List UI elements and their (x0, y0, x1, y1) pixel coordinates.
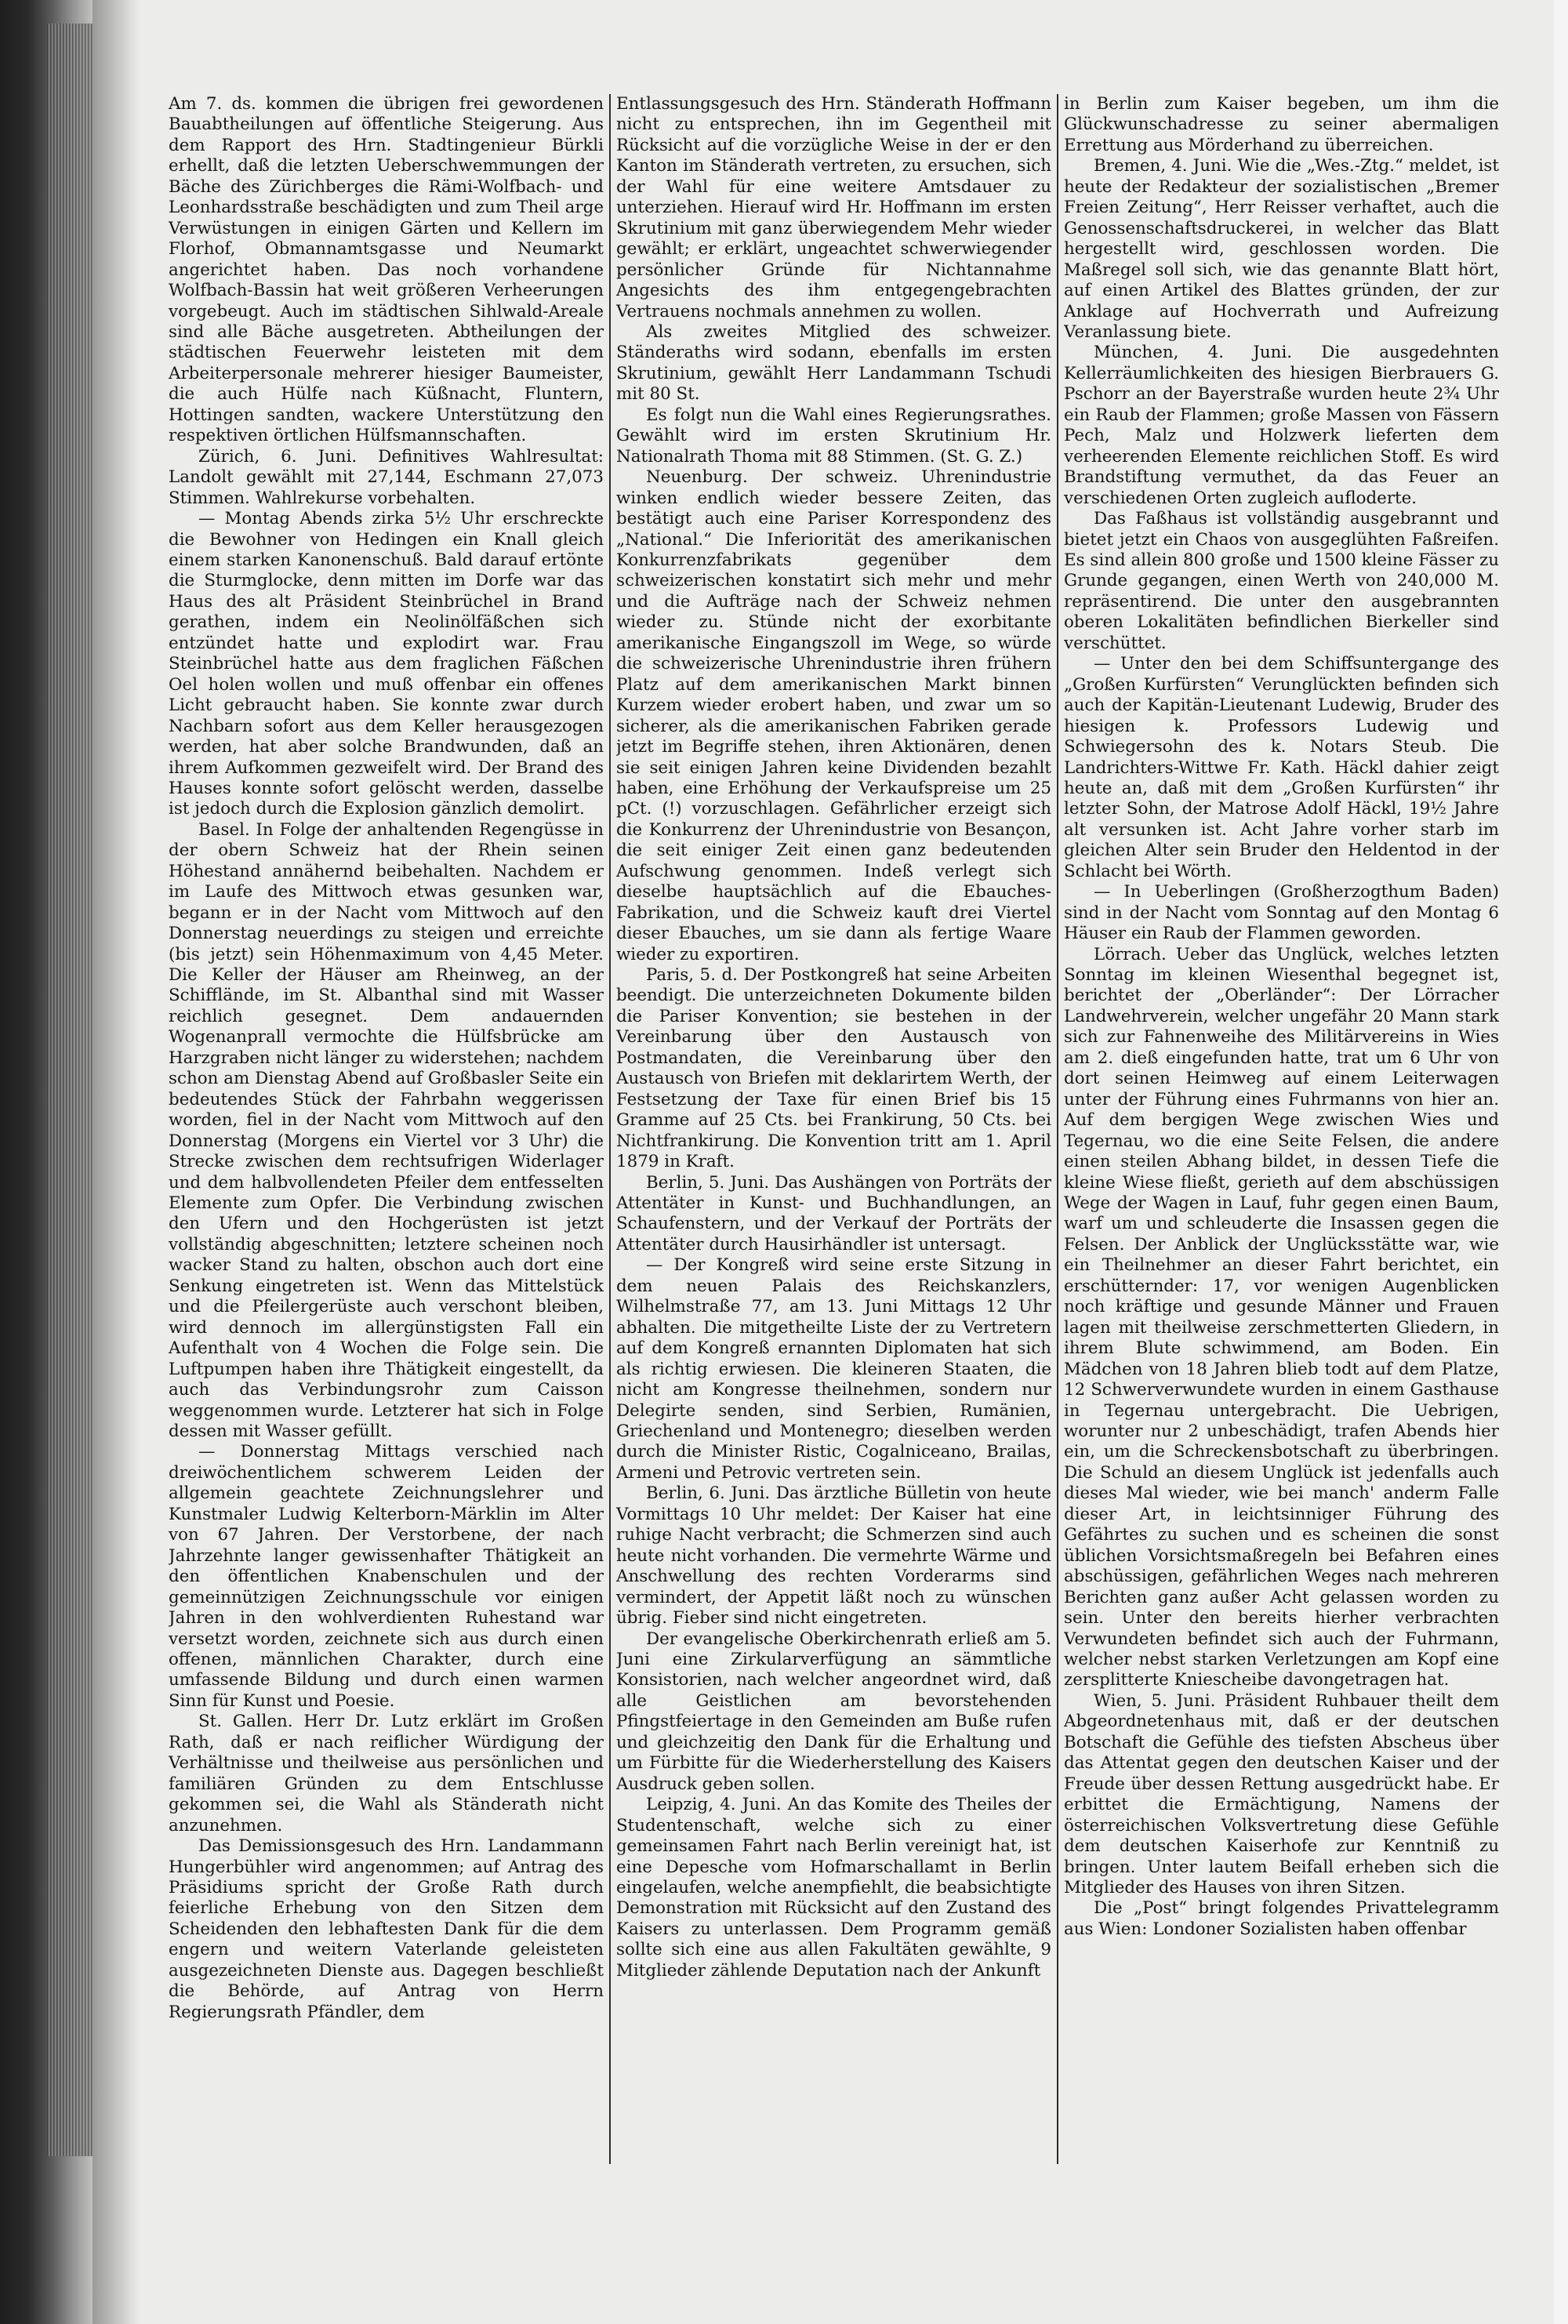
paragraph: Berlin, 5. Juni. Das Aushängen von Porträts der Attentäter in Kunst- und Buchhandlungen, an Schaufenstern, und der Verkauf der Porträts der Attentäter durch Hausirhändler ist untersagt. (616, 1172, 1051, 1255)
paragraph: Das Demissionsgesuch des Hrn. Landammann Hungerbühler wird angenommen; auf Antrag des Präsidiums spricht der Große Rath durch feierliche Erhebung von den Sitzen dem Scheidenden den lebhaftesten Dank für die dem engern und weitern Vaterlande geleisteten ausgezeichneten Dienste aus. Dagegen beschließt die Behörde, auf Antrag von Herrn Regierungsrath Pfändler, dem (169, 1836, 604, 2022)
column-middle (616, 94, 1051, 2164)
paragraph: — Montag Abends zirka 5½ Uhr erschreckte die Bewohner von Hedingen ein Knall gleich einem starken Kanonenschuß. Bald darauf ertönte die Sturmglocke, denn mitten im Dorfe war das Haus des alt Präsident Steinbrüchel in Brand gerathen, indem ein Neolinölfäßchen sich entzündet hatte und explodirt war. Frau Steinbrüchel hatte aus dem fraglichen Fäßchen Oel holen wollen und muß offenbar ein offenes Licht gebraucht haben. Sie konnte zwar durch Nachbarn sofort aus dem Keller herausgezogen werden, hat aber solche Brandwunden, daß an ihrem Aufkommen gezweifelt wird. Der Brand des Hauses konnte sofort gelöscht werden, dasselbe ist jedoch durch die Explosion gänzlich demolirt. (169, 509, 604, 819)
page-edges (47, 24, 94, 2156)
column-left (169, 94, 604, 2164)
paragraph: Wien, 5. Juni. Präsident Ruhbauer theilt dem Abgeordnetenhaus mit, daß er der deutschen Botschaft die Gefühle des tiefsten Abscheus über das Attentat gegen den deutschen Kaiser und der Freude über dessen Rettung ausgedrückt habe. Er erbittet die Ermächtigung, Namens der österreichischen Volksvertretung diese Gefühle dem deutschen Kaiserhofe zur Kenntniß zu bringen. Unter lautem Beifall erheben sich die Mitglieder des Hauses von ihren Sitzen. (1064, 1690, 1499, 1897)
paragraph: — Der Kongreß wird seine erste Sitzung in dem neuen Palais des Reichskanzlers, Wilhelmstraße 77, am 13. Juni Mittags 12 Uhr abhalten. Die mitgetheilte Liste der zu Vertretern auf dem Kongreß ernannten Diplomaten hat sich als richtig erwiesen. Die kleineren Staaten, die nicht am Kongresse theilnehmen, sondern nur Delegirte senden, sind Serbien, Rumänien, Griechenland und Montenegro; dieselben werden durch die Minister Ristic, Cogalniceano, Brailas, Armeni und Petrovic vertreten sein. (616, 1255, 1051, 1483)
paragraph: Entlassungsgesuch des Hrn. Ständerath Hoffmann nicht zu entsprechen, ihn im Gegentheil mit Rücksicht auf die vorzügliche Weise in der er den Kanton im Ständerath vertreten, zu ersuchen, sich der Wahl für eine weitere Amtsdauer zu unterziehen. Hierauf wird Hr. Hoffmann im ersten Skrutinium mit ganz überwiegendem Mehr wieder gewählt; er erklärt, ungeachtet schwerwiegender persönlicher Gründe für Nichtannahme Angesichts des ihm entgegengebrachten Vertrauens nochmals annehmen zu wollen. (616, 94, 1051, 321)
paragraph: Es folgt nun die Wahl eines Regierungsrathes. Gewählt wird im ersten Skrutinium Hr. Nationalrath Thoma mit 88 Stimmen. (St. G. Z.) (616, 405, 1051, 467)
paragraph: St. Gallen. Herr Dr. Lutz erklärt im Großen Rath, daß er nach reiflicher Würdigung der Verhältnisse und theilweise aus persönlichen und familiären Gründen zu dem Entschlusse gekommen sei, die Wahl als Ständerath nicht anzunehmen. (169, 1712, 604, 1836)
paragraph: Basel. In Folge der anhaltenden Regengüsse in der obern Schweiz hat der Rhein seinen Höhestand annähernd beibehalten. Nachdem er im Laufe des Mittwoch etwas gesunken war, begann er in der Nacht vom Mittwoch auf den Donnerstag neuerdings zu steigen und erreichte (bis jetzt) sein Höhenmaximum von 4,45 Meter. Die Keller der Häuser am Rheinweg, an der Schifflände, im St. Albanthal sind mit Wasser reichlich gesegnet. Dem andauernden Wogenanprall vermochte die Hülfsbrücke am Harzgraben nicht länger zu widerstehen; nachdem schon am Dienstag Abend auf Großbasler Seite ein bedeutendes Stück der Fahrbahn weggerissen worden, fiel in der Nacht vom Mittwoch auf den Donnerstag (Morgens ein Viertel vor 3 Uhr) die Strecke zwischen dem rechtsufrigen Widerlager und dem halbvollendeten Pfeiler dem entfesselten Elemente zum Opfer. Die Verbindung zwischen den Ufern und den Hochgerüsten ist jetzt vollständig abgeschnitten; letztere scheinen noch wacker Stand zu halten, obschon auch dort eine Senkung eingetreten ist. Wenn das Mittelstück und die Pfeilergerüste auch verschont bleiben, wird dennoch im allergünstigsten Fall ein Aufenthalt von 4 Wochen die Folge sein. Die Luftpumpen haben ihre Thätigkeit eingestellt, da auch das Verbindungsrohr zum Caisson weggenommen wurde. Letzterer hat sich in Folge dessen mit Wasser gefüllt. (169, 819, 604, 1441)
paragraph: Bremen, 4. Juni. Wie die „Wes.-Ztg.“ meldet, ist heute der Redakteur der sozialistischen „Bremer Freien Zeitung“, Herr Reisser verhaftet, auch die Genossenschaftsdruckerei, in welcher das Blatt hergestellt wird, geschlossen worden. Die Maßregel soll sich, wie das genannte Blatt hört, auf einen Artikel des Blattes gründen, der zur Anklage auf Hochverrath und Aufreizung Veranlassung biete. (1064, 156, 1499, 342)
paragraph: Lörrach. Ueber das Unglück, welches letzten Sonntag im kleinen Wiesenthal begegnet ist, berichtet der „Oberländer“: Der Lörracher Landwehrverein, welcher ungefähr 20 Mann stark sich zur Fahnenweihe des Militärvereins in Wies am 2. dieß eingefunden hatte, trat um 6 Uhr von dort seinen Heimweg auf einem Leiterwagen unter der Führung eines Fuhrmanns von hier an. Auf dem bergigen Wege zwischen Wies und Tegernau, wo die eine Seite Felsen, die andere einen steilen Abhang bildet, in dessen Tiefe die kleine Wiese fließt, gerieth auf dem abschüssigen Wege der Wagen in Lauf, fuhr gegen einen Baum, warf um und schleuderte die Insassen gegen die Felsen. Der Anblick der Unglücksstätte war, wie ein Theilnehmer an dieser Fahrt berichtet, ein erschütternder: 17, vor wenigen Augenblicken noch kräftige und gesunde Männer und Frauen lagen mit theilweise zerschmetterten Gliedern, in ihrem Blute schwimmend, am Boden. Ein Mädchen von 18 Jahren blieb todt auf dem Platze, 12 Schwerverwundete wurden in einem Gasthause in Tegernau untergebracht. Die Uebrigen, worunter nur 2 unbeschädigt, trafen Abends hier ein, um die Schreckensbotschaft zu überbringen. Die Schuld an diesem Unglück ist jedenfalls auch dieses Mal wieder, wie bei manch' anderm Falle dieser Art, in leichtsinniger Führung des Gefährtes zu suchen und es scheinen die sonst üblichen Vorsichtsmaßregeln bei Befahren eines abschüssigen, gefährlichen Weges nach mehreren Berichten ganz außer Acht gelassen worden zu sein. Unter den bereits hierher verbrachten Verwundeten befindet sich auch der Fuhrmann, welcher nebst starken Verletzungen am Kopf eine zersplitterte Kniescheibe davongetragen hat. (1064, 944, 1499, 1690)
gutter-shadow (93, 0, 140, 2324)
column-rule (609, 94, 611, 2164)
paragraph: Neuenburg. Der schweiz. Uhrenindustrie winken endlich wieder bessere Zeiten, das bestätigt auch eine Pariser Korrespondenz des „National.“ Die Inferiorität des amerikanischen Konkurrenzfabrikats gegenüber dem schweizerischen konstatirt sich mehr und mehr und die Aufträge nach der Schweiz nehmen wieder zu. Stünde nicht der exorbitante amerikanische Eingangszoll im Wege, so würde die schweizerische Uhrenindustrie ihren frühern Platz auf dem amerikanischen Markt binnen Kurzem wieder erobert haben, und zwar um so sicherer, als die amerikanischen Fabriken gerade jetzt im Begriffe stehen, ihren Aktionären, denen sie seit einigen Jahren keine Dividenden bezahlt haben, eine Erhöhung der Verkaufspreise um 25 pCt. (!) vorzuschlagen. Gefährlicher erzeigt sich die Konkurrenz der Uhrenindustrie von Besançon, die seit einiger Zeit einen ganz bedeutenden Aufschwung genommen. Indeß verlegt sich dieselbe hauptsächlich auf die Ebauches-Fabrikation, und die Schweiz kauft drei Viertel dieser Ebauches, um sie dann als fertige Waare wieder zu exportiren. (616, 467, 1051, 964)
paragraph: — Donnerstag Mittags verschied nach dreiwöchentlichem schwerem Leiden der allgemein geachtete Zeichnungslehrer und Kunstmaler Ludwig Kelterborn-Märklin im Alter von 67 Jahren. Der Verstorbene, der nach Jahrzehnte langer gewissenhafter Thätigkeit an den öffentlichen Knabenschulen und der gemeinnützigen Zeichnungsschule vor einigen Jahren in den wohlverdienten Ruhestand war versetzt worden, zeichnete sich aus durch einen offenen, männlichen Charakter, durch eine umfassende Bildung und durch einen warmen Sinn für Kunst und Poesie. (169, 1442, 604, 1711)
article-columns (169, 94, 1499, 2164)
paragraph: Berlin, 6. Juni. Das ärztliche Bülletin von heute Vormittags 10 Uhr meldet: Der Kaiser hat eine ruhige Nacht verbracht; die Schmerzen sind auch heute nicht vorhanden. Die vermehrte Wärme und Anschwellung des rechten Vorderarms sind vermindert, der Appetit läßt noch zu wünschen übrig. Fieber sind nicht eingetreten. (616, 1483, 1051, 1629)
page-right-edge (1554, 0, 1568, 2324)
paragraph: Die „Post“ bringt folgendes Privattelegramm aus Wien: Londoner Sozialisten haben offenbar (1064, 1898, 1499, 1939)
column-rule (1057, 94, 1058, 2164)
paragraph: in Berlin zum Kaiser begeben, um ihm die Glückwunschadresse zu seiner abermaligen Errettung aus Mörderhand zu überreichen. (1064, 94, 1499, 155)
paragraph: — Unter den bei dem Schiffsuntergange des „Großen Kurfürsten“ Verunglückten befinden sich auch der Kapitän-Lieutenant Ludewig, Bruder des hiesigen k. Professors Ludewig und Schwiegersohn des k. Notars Steub. Die Landrichters-Wittwe Fr. Kath. Häckl dahier zeigt heute an, daß mit dem „Großen Kurfürsten“ ihr letzter Sohn, der Matrose Adolf Häckl, 19½ Jahre alt versunken ist. Acht Jahre vorher starb im gleichen Alter sein Bruder den Heldentod in der Schlacht bei Wörth. (1064, 654, 1499, 881)
paragraph: Paris, 5. d. Der Postkongreß hat seine Arbeiten beendigt. Die unterzeichneten Dokumente bilden die Pariser Konvention; sie bestehen in der Vereinbarung über den Austausch von Postmandaten, die Vereinbarung über den Austausch von Briefen mit deklarirtem Werth, der Festsetzung der Taxe für einen Brief bis 15 Gramme auf 25 Cts. bei Frankirung, 50 Cts. bei Nichtfrankirung. Die Konvention tritt am 1. April 1879 in Kraft. (616, 965, 1051, 1172)
paragraph: — In Ueberlingen (Großherzogthum Baden) sind in der Nacht vom Sonntag auf den Montag 6 Häuser ein Raub der Flammen geworden. (1064, 882, 1499, 944)
paragraph: Leipzig, 4. Juni. An das Komite des Theiles der Studentenschaft, welche sich zu einer gemeinsamen Fahrt nach Berlin vereinigt hat, ist eine Depesche vom Hofmarschallamt in Berlin eingelaufen, welche anempfiehlt, die beabsichtigte Demonstration mit Rücksicht auf den Zustand des Kaisers zu unterlassen. Dem Programm gemäß sollte sich eine aus allen Fakultäten gewählte, 9 Mitglieder zählende Deputation nach der Ankunft (616, 1795, 1051, 1981)
paragraph: Das Faßhaus ist vollständig ausgebrannt und bietet jetzt ein Chaos von ausgeglühten Faßreifen. Es sind allein 800 große und 1500 kleine Fässer zu Grunde gegangen, einen Werth von 240,000 M. repräsentirend. Die unter den ausgebrannten oberen Lokalitäten befindlichen Bierkeller sind verschüttet. (1064, 509, 1499, 653)
paragraph: München, 4. Juni. Die ausgedehnten Kellerräumlichkeiten des hiesigen Bierbrauers G. Pschorr an der Bayerstraße wurden heute 2¾ Uhr ein Raub der Flammen; große Massen von Fässern Pech, Malz und Holzwerk lieferten dem verheerenden Elemente reichlichen Stoff. Es wird Brandstiftung vermuthet, da das Feuer an verschiedenen Orten zugleich aufloderte. (1064, 343, 1499, 508)
paragraph: Als zweites Mitglied des schweizer. Ständeraths wird sodann, ebenfalls im ersten Skrutinium, gewählt Herr Landammann Tschudi mit 80 St. (616, 321, 1051, 405)
paragraph: Der evangelische Oberkirchenrath erließ am 5. Juni eine Zirkularverfügung an sämmtliche Konsistorien, nach welcher angeordnet wird, daß alle Geistlichen am bevorstehenden Pfingstfeiertage in den Gemeinden am Buße rufen und gleichzeitig den Dank für die Erhaltung und um Fürbitte für die Wiederherstellung des Kaisers Ausdruck geben sollen. (616, 1629, 1051, 1794)
paragraph: Zürich, 6. Juni. Definitives Wahlresultat: Landolt gewählt mit 27,144, Eschmann 27,073 Stimmen. Wahlrekurse vorbehalten. (169, 446, 604, 508)
paragraph: Am 7. ds. kommen die übrigen frei gewordenen Bauabtheilungen auf öffentliche Steigerung. Aus dem Rapport des Hrn. Stadtingenieur Bürkli erhellt, daß die letzten Ueberschwemmungen der Bäche des Zürichberges die Rämi-Wolfbach- und Leonhardsstraße beschädigten und zum Theil arge Verwüstungen in einigen Gärten und Kellern im Florhof, Obmannamtsgasse und Neumarkt angerichtet haben. Das noch vorhandene Wolfbach-Bassin hat weit größeren Verheerungen vorgebeugt. Auch im städtischen Sihlwald-Areale sind alle Bäche ausgetreten. Abtheilungen der städtischen Feuerwehr leisteten mit dem Arbeiterpersonale mehrerer hiesiger Baumeister, die auch Hülfe nach Küßnacht, Fluntern, Hottingen sandten, wackere Unterstützung den respektiven örtlichen Hülfsmannschaften. (169, 94, 604, 446)
column-right (1064, 94, 1499, 2164)
